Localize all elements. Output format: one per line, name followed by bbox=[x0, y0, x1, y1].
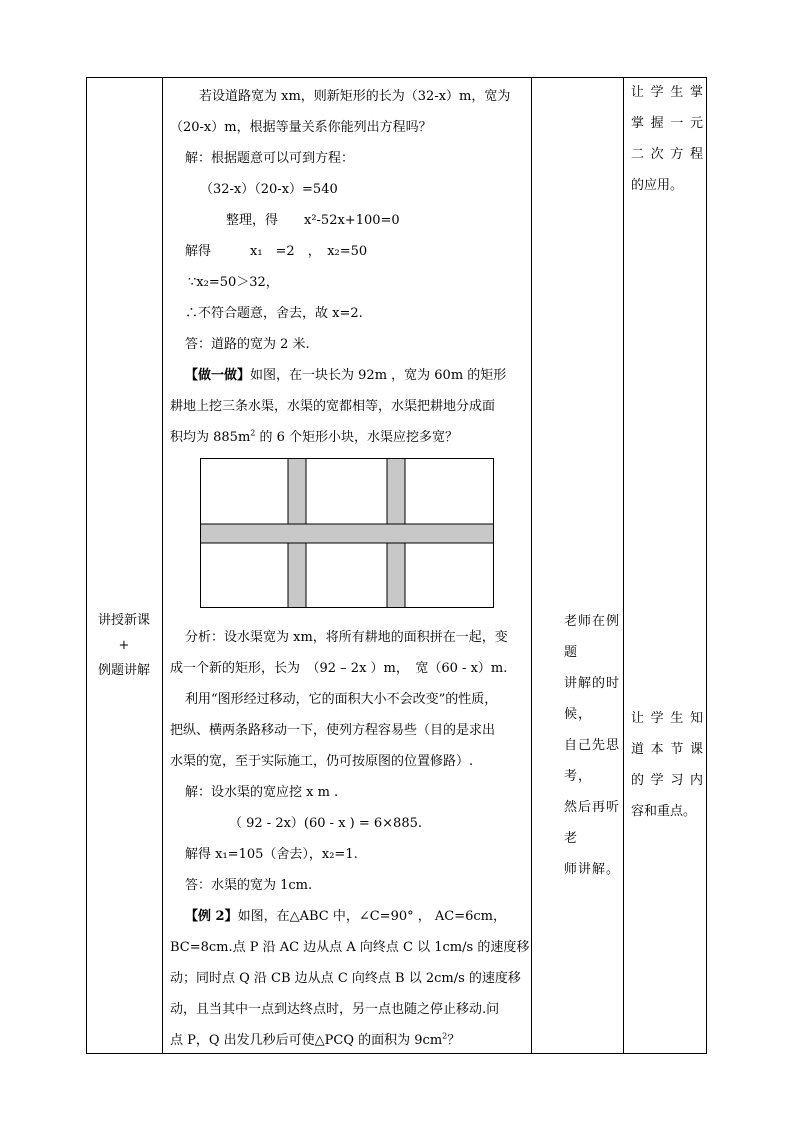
content-line-16: 把纵、横两条路移动一下，使列方程容易些（目的是求出 bbox=[170, 723, 496, 738]
question-unit-exponent: 2 bbox=[442, 1031, 448, 1041]
content-line-20: 解得 x₁=105（舍去），x₂=1. bbox=[185, 847, 358, 862]
content-line-1: 若设道路宽为 xm，则新矩形的长为（32-x）m，宽为 bbox=[199, 89, 511, 104]
column-divider-3 bbox=[623, 77, 624, 1054]
example-2-text: 如图，在△ABC 中，∠C=90° ， AC=6cm， bbox=[237, 909, 506, 924]
area-text-a: 积均为 885m bbox=[170, 430, 251, 445]
section-label bbox=[86, 608, 162, 683]
teacher-note-line: 老师在例题 bbox=[564, 614, 621, 660]
goal-top-line: 掌握一元 bbox=[631, 116, 703, 131]
table-bottom-border bbox=[86, 1053, 707, 1054]
design-intent-top bbox=[631, 77, 703, 201]
content-line-11: 耕地上挖三条水渠，水渠的宽都相等，水渠把耕地分成面 bbox=[170, 399, 496, 414]
table-right-border bbox=[706, 77, 707, 1054]
teacher-note-line: 师讲解。 bbox=[564, 862, 621, 877]
content-line-3: 解：根据题意可以可到方程： bbox=[185, 151, 355, 166]
content-line-26 bbox=[170, 1029, 460, 1048]
table-top-border bbox=[86, 77, 707, 78]
content-line-14: 成一个新的矩形，长为 （92 – 2x ）m， 宽（60 - x）m. bbox=[170, 661, 508, 676]
goal-top-line: 的应用。 bbox=[631, 178, 684, 193]
section-label-line1: 讲授新课 bbox=[97, 613, 150, 628]
goal-bottom-line: 道本节课 bbox=[631, 742, 703, 757]
example-2-tag: 【例 2】 bbox=[185, 909, 238, 924]
content-line-12 bbox=[170, 426, 458, 445]
question-text-a: 点 P，Q 出发几秒后可使△PCQ 的面积为 9cm bbox=[170, 1033, 443, 1048]
content-line-2: （20-x）m，根据等量关系你能列出方程吗？ bbox=[170, 120, 432, 135]
column-divider-1 bbox=[162, 77, 163, 1054]
teacher-activity-note bbox=[564, 606, 620, 885]
area-text-b: 的 6 个矩形小块，水渠应挖多宽？ bbox=[255, 430, 459, 445]
content-line-5: 整理，得 x²-52x+100=0 bbox=[226, 213, 400, 228]
content-line-24: 动；同时点 Q 沿 CB 边从点 C 向终点 B 以 2cm/s 的速度移 bbox=[170, 971, 521, 986]
content-line-13: 分析：设水渠宽为 xm，将所有耕地的面积拼在一起，变 bbox=[185, 630, 508, 645]
goal-top-line: 二次方程 bbox=[631, 147, 703, 162]
content-line-15: 利用“图形经过移动，它的面积大小不会改变”的性质， bbox=[185, 692, 498, 707]
goal-top-line: 让学生掌 bbox=[631, 85, 703, 100]
goal-bottom-line: 让学生知 bbox=[631, 711, 703, 726]
content-line-18: 解：设水渠的宽应挖 x m . bbox=[185, 785, 339, 800]
do-it-text: 如图，在一块长为 92m ，宽为 60m 的矩形 bbox=[250, 368, 507, 383]
column-divider-2 bbox=[531, 77, 532, 1054]
horizontal-canal bbox=[201, 524, 494, 543]
content-line-9: 答：道路的宽为 2 米. bbox=[185, 337, 310, 352]
content-line-21: 答：水渠的宽为 1cm. bbox=[185, 878, 313, 893]
canal-field-figure bbox=[200, 458, 495, 609]
content-line-22 bbox=[185, 905, 506, 924]
content-line-4: （32-x）（20-x）=540 bbox=[200, 182, 338, 197]
content-line-17: 水渠的宽，至于实际施工，仍可按原图的位置修路）. bbox=[170, 754, 474, 769]
goal-bottom-line: 的学习内 bbox=[631, 773, 703, 788]
content-line-8: ∴不符合题意，舍去，故 x=2. bbox=[185, 306, 363, 321]
teacher-note-line: 自己先思考， bbox=[564, 738, 621, 784]
area-unit-exponent: 2 bbox=[250, 428, 256, 438]
teacher-note-line: 讲解的时候， bbox=[564, 676, 621, 722]
teacher-note-line: 然后再听老 bbox=[564, 800, 621, 846]
table-left-border bbox=[86, 77, 87, 1054]
content-line-19: （ 92 - 2x）(60 - x ) = 6×885. bbox=[229, 816, 423, 831]
content-line-23: BC=8cm.点 P 沿 AC 边从点 A 向终点 C 以 1cm/s 的速度移 bbox=[170, 940, 530, 955]
section-label-line2: + bbox=[118, 638, 130, 653]
content-line-7: ∵x₂=50＞32， bbox=[188, 275, 279, 290]
goal-bottom-line: 容和重点。 bbox=[631, 804, 697, 819]
design-intent-bottom bbox=[631, 703, 703, 827]
question-text-b: ？ bbox=[447, 1033, 461, 1048]
content-line-25: 动，且当其中一点到达终点时，另一点也随之停止移动.问 bbox=[170, 1002, 500, 1017]
content-line-6: 解得 x₁ =2 ， x₂=50 bbox=[185, 244, 368, 259]
do-it-tag: 【做一做】 bbox=[185, 368, 251, 383]
section-label-line3: 例题讲解 bbox=[97, 663, 150, 678]
content-line-10 bbox=[185, 364, 506, 383]
